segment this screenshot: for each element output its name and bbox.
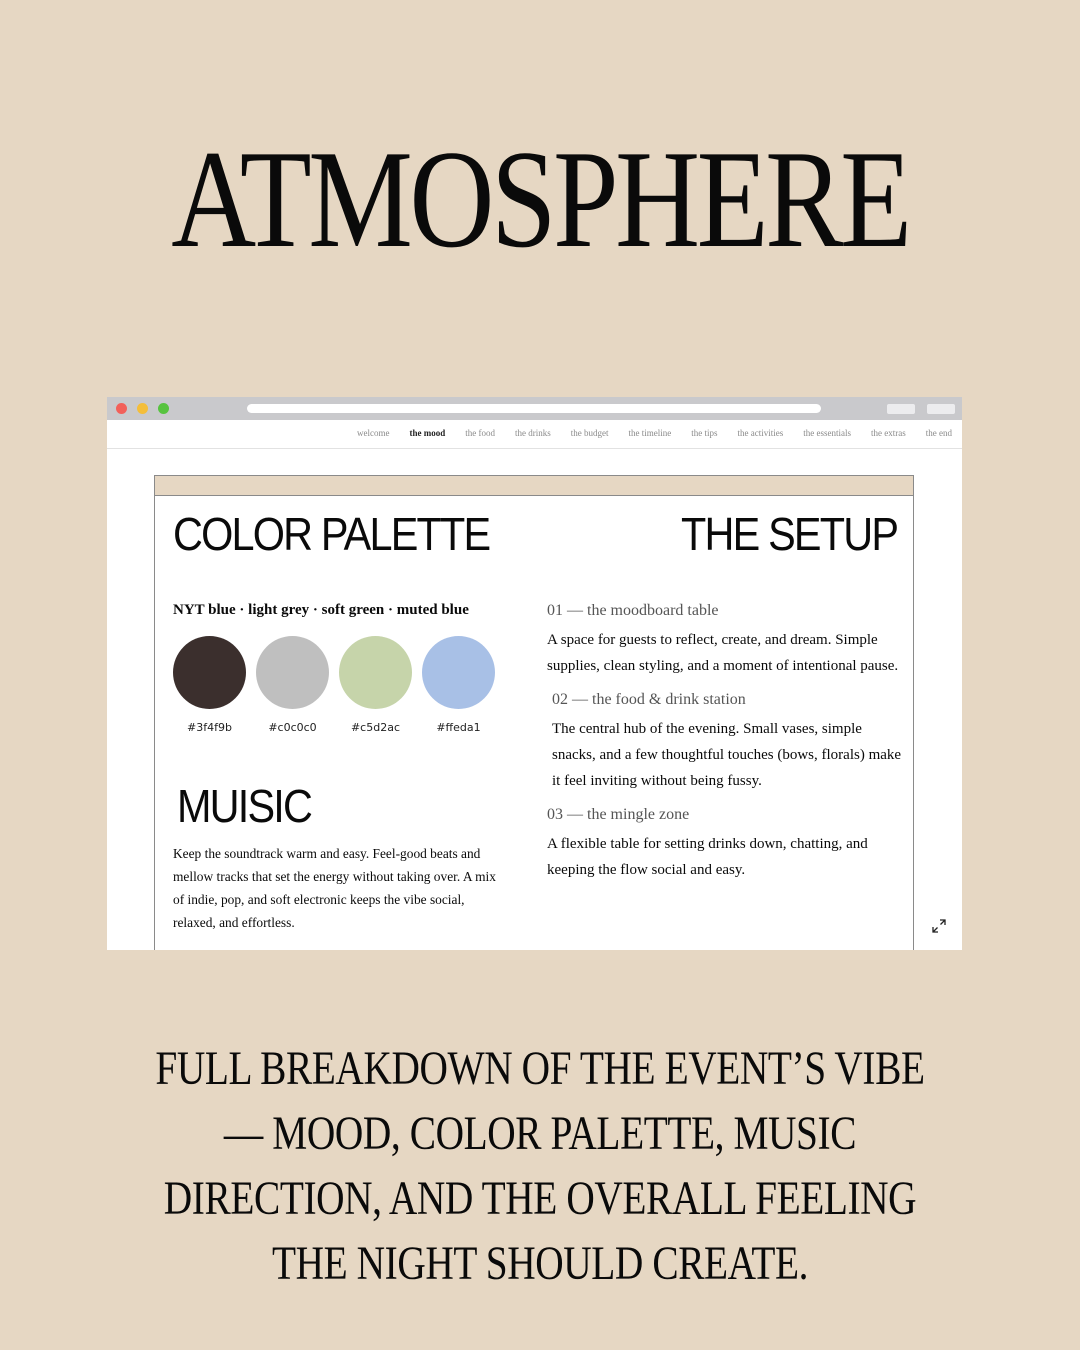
color-swatch [256,636,329,734]
nav-item[interactable]: the extras [871,428,906,438]
browser-button[interactable] [887,404,915,414]
music-description: Keep the soundtrack warm and easy. Feel-good beats and mellow tracks that set the energy without taking over. A mix of indie, pop, and soft electronic keeps the vibe social, relaxed, and effortless. [173,846,496,930]
swatch-circle [256,636,329,709]
setup-item-body: A flexible table for setting drinks down, chatting, and keeping the flow social and easy. [547,836,868,878]
browser-chrome [107,397,962,420]
color-swatch [339,636,412,734]
color-swatches [173,636,495,734]
setup-item [547,804,902,883]
setup-title: THE SETUP [680,508,897,560]
setup-item-body: A space for guests to reflect, create, and dream. Simple supplies, clean styling, and a moment of intentional pause. [547,632,899,674]
setup-item-body: The central hub of the evening. Small vases, simple snacks, and a few thoughtful touches (bows, florals) make it feel inviting without being fussy. [552,721,902,789]
maximize-window-dot[interactable] [158,403,169,414]
minimize-window-dot[interactable] [137,403,148,414]
nav-item[interactable]: the end [925,428,952,438]
browser-window [107,397,962,950]
nav-item[interactable]: the tips [691,428,718,438]
setup-item [547,689,902,794]
swatch-code: #3f4f9b [187,721,232,734]
nav-item[interactable]: the mood [409,428,446,438]
swatch-circle [173,636,246,709]
swatch-circle [339,636,412,709]
expand-icon[interactable] [931,918,947,934]
color-swatch [173,636,246,734]
hero-title: ATMOSPHERE [171,122,909,277]
site-nav [107,420,962,449]
setup-item-heading: 01 — the moodboard table [547,602,719,619]
setup-list [547,600,902,893]
nav-items [357,428,952,438]
color-palette-title: COLOR PALETTE [173,508,490,560]
nav-item[interactable]: the essentials [803,428,852,438]
nav-item[interactable]: the drinks [515,428,551,438]
music-title: MUISIC [177,780,312,832]
palette-color-names: NYT blue · light grey · soft green · muted blue [173,602,469,618]
caption: FULL BREAKDOWN OF THE EVENT’S VIBE — MOOD, COLOR PALETTE, MUSIC DIRECTION, AND THE OVERALL FEELING THE NIGHT SHOULD CREATE. [155,1042,925,1290]
close-window-dot[interactable] [116,403,127,414]
swatch-code: #c5d2ac [350,721,401,734]
setup-item [547,600,902,679]
browser-button[interactable] [927,404,955,414]
swatch-code: #c0c0c0 [268,721,317,734]
nav-item[interactable]: welcome [357,428,390,438]
nav-item[interactable]: the food [465,428,496,438]
nav-item[interactable]: the activities [737,428,784,438]
swatch-circle [422,636,495,709]
color-swatch [422,636,495,734]
card-header-band [155,476,913,496]
setup-item-heading: 02 — the food & drink station [552,691,746,708]
nav-item[interactable]: the budget [570,428,609,438]
setup-item-heading: 03 — the mingle zone [547,806,690,823]
content-card [154,475,914,950]
address-bar[interactable] [247,404,821,413]
nav-item[interactable]: the timeline [628,428,672,438]
swatch-code: #ffeda1 [436,721,481,734]
